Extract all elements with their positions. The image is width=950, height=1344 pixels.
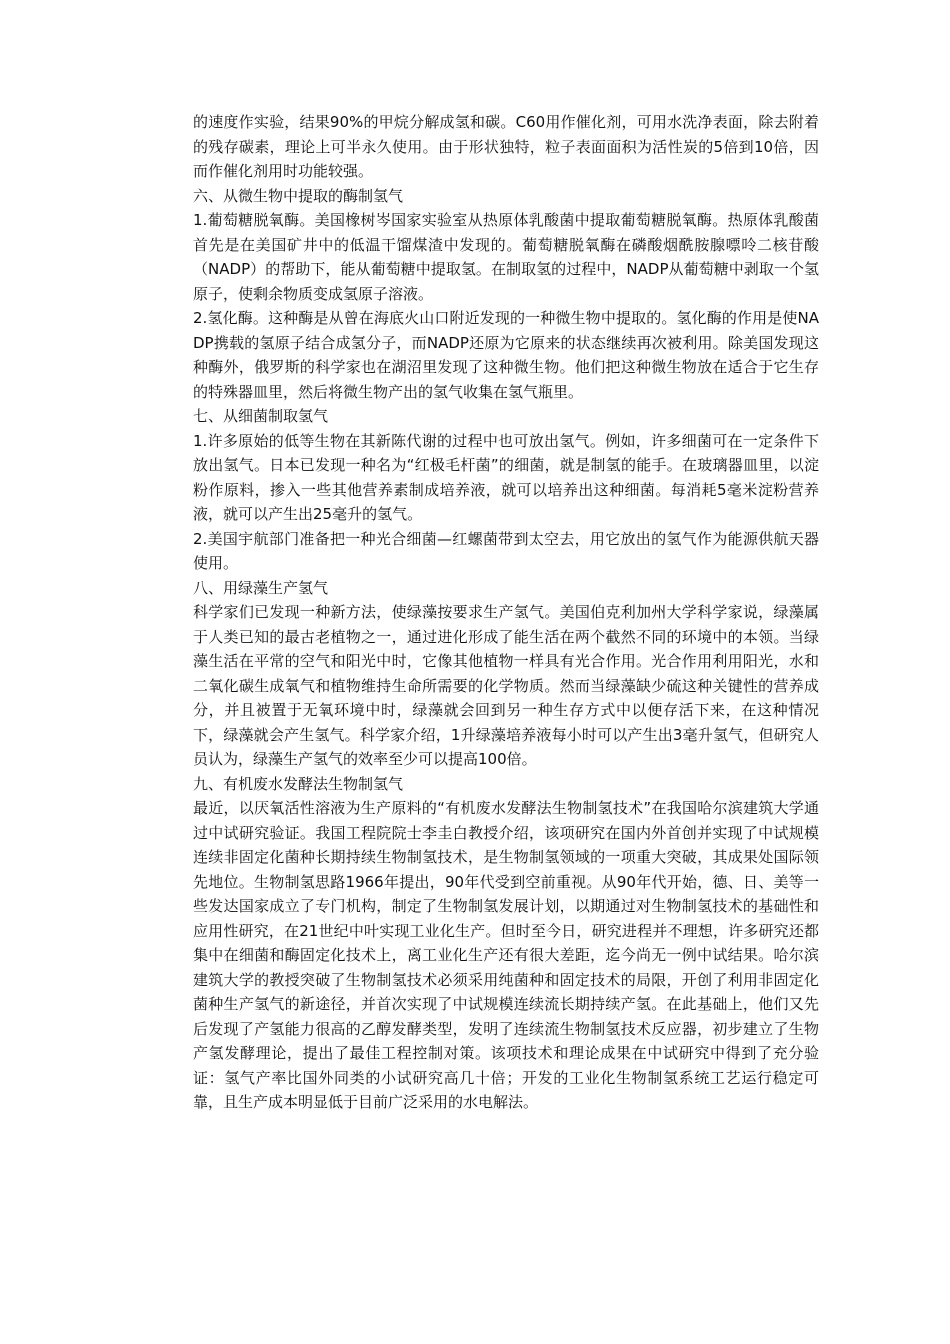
document-body [193,110,819,1115]
paragraph-bacteria-1: 1.许多原始的低等生物在其新陈代谢的过程中也可放出氢气。例如，许多细菌可在一定条件下放出氢气。日本已发现一种名为“红极毛杆菌”的细菌，就是制氢的能手。在玻璃器皿里，以淀粉作原料，掺入一些其他营养素制成培养液，就可以培养出这种细菌。每消耗5毫米淀粉营养液，就可以产生出25毫升的氢气。 [193,431,819,523]
paragraph-c60-catalyst: 的速度作实验，结果90%的甲烷分解成氢和碳。C60用作催化剂，可用水洗净表面，除去附着的残存碳素，理论上可半永久使用。由于形状独特，粒子表面面积为活性炭的5倍到10倍，因而作催化剂用时功能较强。 [193,113,819,180]
section-heading-green-algae: 八、用绿藻生产氢气 [193,578,329,597]
paragraph-wastewater: 最近，以厌氧活性溶液为生产原料的“有机废水发酵法生物制氢技术”在我国哈尔滨建筑大学通过中试研究验证。我国工程院院士李圭白教授介绍，该项研究在国内外首创并实现了中试规模连续非固定化菌种长期持续生物制氢技术，是生物制氢领域的一项重大突破，其成果处国际领先地位。生物制氢思路1966年提出，90年代受到空前重视。从90年代开始，德、日、美等一些发达国家成立了专门机构，制定了生物制氢发展计划，以期通过对生物制氢技术的基础性和应用性研究，在21世纪中叶实现工业化生产。但时至今日，研究进程并不理想，许多研究还都集中在细菌和酶固定化技术上，离工业化生产还有很大差距，迄今尚无一例中试结果。哈尔滨建筑大学的教授突破了生物制氢技术必须采用纯菌种和固定技术的局限，开创了利用非固定化菌种生产氢气的新途径，并首次实现了中试规模连续流长期持续产氢。在此基础上，他们又先后发现了产氢能力很高的乙醇发酵类型，发明了连续流生物制氢技术反应器，初步建立了生物产氢发酵理论，提出了最佳工程控制对策。该项技术和理论成果在中试研究中得到了充分验证：氢气产率比国外同类的小试研究高几十倍；开发的工业化生物制氢系统工艺运行稳定可靠，且生产成本明显低于目前广泛采用的水电解法。 [193,799,819,1111]
section-heading-bacteria: 七、从细菌制取氢气 [193,407,329,425]
section-heading-wastewater: 九、有机废水发酵法生物制氢气 [193,774,404,793]
paragraph-bacteria-2: 2.美国宇航部门准备把一种光合细菌—红螺菌带到太空去，用它放出的氢气作为能源供航天器使用。 [193,529,819,572]
paragraph-green-algae: 科学家们已发现一种新方法，使绿藻按要求生产氢气。美国伯克利加州大学科学家说，绿藻属于人类已知的最古老植物之一，通过进化形成了能生活在两个截然不同的环境中的本领。当绿藻生活在平常的空气和阳光中时，它像其他植物一样具有光合作用。光合作用利用阳光，水和二氧化碳生成氧气和植物维持生命所需要的化学物质。然而当绿藻缺少硫这种关键性的营养成分，并且被置于无氧环境中时，绿藻就会回到另一种生存方式中以便存活下来，在这种情况下，绿藻就会产生氢气。科学家介绍，1升绿藻培养液每小时可以产生出3毫升氢气，但研究人员认为，绿藻生产氢气的效率至少可以提高100倍。 [193,603,819,768]
paragraph-hydrogenase: 2.氢化酶。这种酶是从曾在海底火山口附近发现的一种微生物中提取的。氢化酶的作用是使NADP携载的氢原子结合成氢分子，而NADP还原为它原来的状态继续再次被利用。除美国发现这种酶外，俄罗斯的科学家也在湖沼里发现了这种微生物。他们把这种微生物放在适合于它生存的特殊器皿里，然后将微生物产出的氢气收集在氢气瓶里。 [193,309,819,401]
section-heading-enzyme: 六、从微生物中提取的酶制氢气 [193,186,404,205]
paragraph-glucose-dehydrogenase: 1.葡萄糖脱氧酶。美国橡树岑国家实验室从热原体乳酸菌中提取葡萄糖脱氧酶。热原体乳酸菌首先是在美国矿井中的低温干馏煤渣中发现的。葡萄糖脱氧酶在磷酸烟酰胺腺嘌呤二核苷酸（NADP）的帮助下，能从葡萄糖中提取氢。在制取氢的过程中，NADP从葡萄糖中剥取一个氢原子，使剩余物质变成氢原子溶液。 [193,211,819,303]
